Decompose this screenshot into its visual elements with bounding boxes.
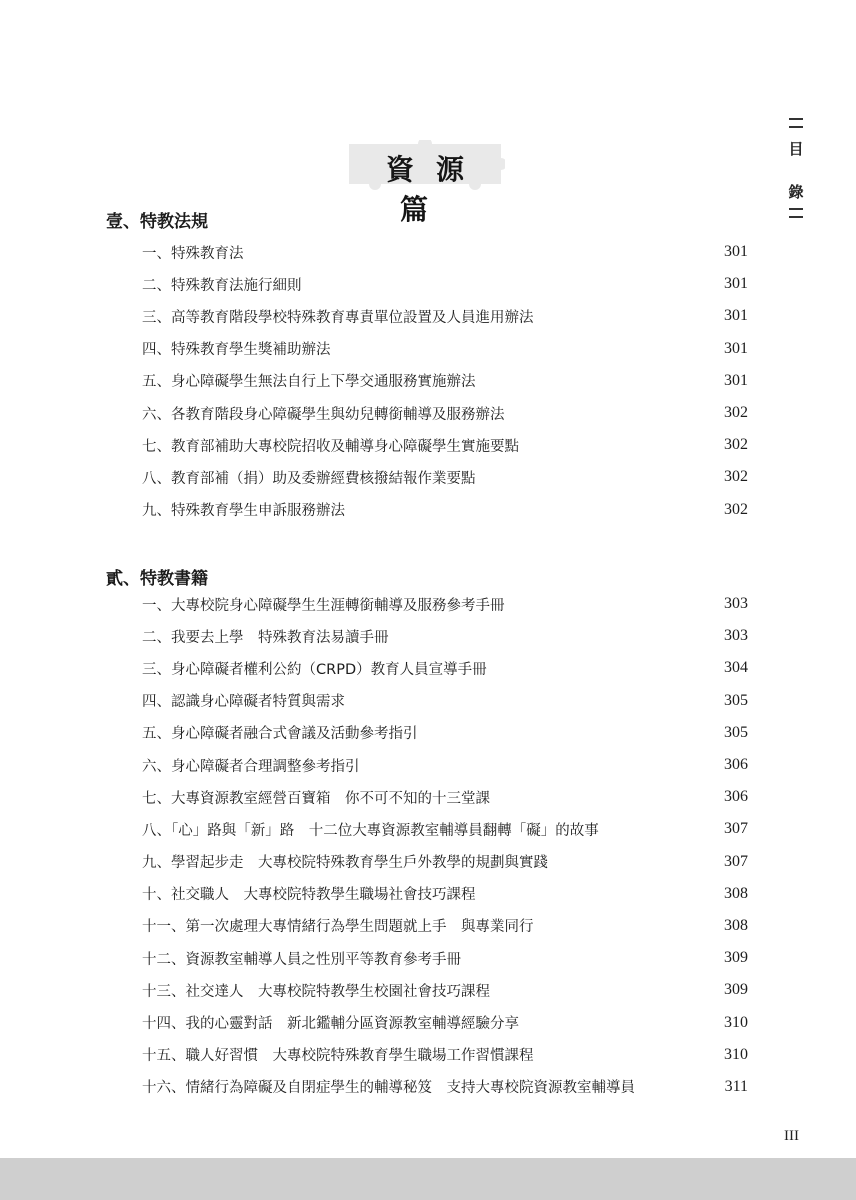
toc-entry-label: 七、大專資源教室經營百寶箱 你不可不知的十三堂課 (142, 790, 490, 807)
toc-entry[interactable] (142, 365, 748, 397)
toc-entry-page: 302 (724, 404, 748, 422)
toc-entry[interactable] (142, 846, 748, 878)
toc-entry[interactable] (142, 1039, 748, 1071)
toc-entry[interactable] (142, 974, 748, 1006)
toc-entry[interactable] (142, 942, 748, 974)
toc-entry[interactable] (142, 333, 748, 365)
toc-entry[interactable] (142, 236, 748, 268)
section-heading-regulations: 壹、特教法規 (106, 212, 208, 232)
toc-entry-page: 305 (724, 691, 748, 709)
toc-entry-page: 309 (724, 981, 748, 999)
toc-entry[interactable] (142, 652, 748, 684)
toc-entry[interactable] (142, 461, 748, 493)
toc-entry-label: 七、教育部補助大專校院招收及輔導身心障礙學生實施要點 (142, 438, 519, 455)
toc-entry-label: 八、教育部補（捐）助及委辦經費核撥結報作業要點 (142, 470, 476, 487)
toc-entry-label: 十五、職人好習慣 大專校院特殊教育學生職場工作習慣課程 (142, 1048, 534, 1065)
toc-entry[interactable] (142, 813, 748, 845)
toc-entry-page: 310 (724, 1013, 748, 1031)
toc-entry-page: 303 (724, 595, 748, 613)
toc-entry[interactable] (142, 300, 748, 332)
toc-entry-page: 311 (724, 1077, 748, 1095)
toc-entry[interactable] (142, 1006, 748, 1038)
toc-entry[interactable] (142, 620, 748, 652)
toc-entry-label: 九、特殊教育學生申訴服務辦法 (142, 503, 345, 520)
toc-entry[interactable] (142, 588, 748, 620)
toc-entry-label: 十一、第一次處理大專情緒行為學生問題就上手 與專業同行 (142, 919, 534, 936)
toc-entry-page: 302 (724, 436, 748, 454)
toc-entry-page: 302 (724, 468, 748, 486)
toc-entry-label: 四、認識身心障礙者特質與需求 (142, 694, 345, 711)
footer-band (0, 1158, 856, 1200)
toc-entry[interactable] (142, 429, 748, 461)
page-number: III (784, 1128, 799, 1144)
section-heading-books: 貳、特教書籍 (106, 569, 208, 589)
toc-entry-label: 五、身心障礙者融合式會議及活動參考指引 (142, 726, 418, 743)
toc-entry-page: 308 (724, 884, 748, 902)
toc-entry-page: 306 (724, 756, 748, 774)
toc-entry-label: 一、大專校院身心障礙學生生涯轉銜輔導及服務參考手冊 (142, 597, 505, 614)
toc-entry-page: 307 (724, 852, 748, 870)
toc-entry[interactable] (142, 910, 748, 942)
toc-entry-label: 十六、情緒行為障礙及自閉症學生的輔導秘笈 支持大專校院資源教室輔導員 (142, 1080, 635, 1097)
toc-entry-label: 十三、社交達人 大專校院特教學生校園社會技巧課程 (142, 983, 490, 1000)
toc-entry[interactable] (142, 781, 748, 813)
toc-entry-page: 301 (724, 307, 748, 325)
toc-entry-page: 305 (724, 723, 748, 741)
toc-entry[interactable] (142, 685, 748, 717)
toc-entry[interactable] (142, 1071, 748, 1103)
toc-entry-page: 302 (724, 500, 748, 518)
toc-entry-label: 十、社交職人 大專校院特教學生職場社會技巧課程 (142, 887, 476, 904)
side-label-contents (784, 118, 808, 218)
toc-entry-page: 304 (724, 659, 748, 677)
toc-list-books (142, 588, 748, 1103)
toc-list-regulations (142, 236, 748, 526)
toc-entry-page: 301 (724, 243, 748, 261)
toc-entry-label: 五、身心障礙學生無法自行上下學交通服務實施辦法 (142, 374, 476, 391)
toc-entry-label: 六、身心障礙者合理調整參考指引 (142, 758, 360, 775)
toc-entry[interactable] (142, 397, 748, 429)
toc-entry-label: 六、各教育階段身心障礙學生與幼兒轉銜輔導及服務辦法 (142, 406, 505, 423)
toc-entry-page: 308 (724, 916, 748, 934)
toc-entry-page: 303 (724, 627, 748, 645)
toc-entry-page: 306 (724, 788, 748, 806)
toc-entry-page: 307 (724, 820, 748, 838)
toc-entry-page: 301 (724, 275, 748, 293)
side-label-char: 錄 (788, 183, 804, 201)
page-title (345, 140, 505, 226)
toc-entry-label: 十二、資源教室輔導人員之性別平等教育參考手冊 (142, 951, 461, 968)
side-label-char: 目 (788, 140, 804, 158)
toc-entry-label: 十四、我的心靈對話 新北鑑輔分區資源教室輔導經驗分享 (142, 1016, 519, 1033)
toc-entry-page: 309 (724, 949, 748, 967)
side-label-bar-top (789, 118, 803, 128)
toc-entry-page: 301 (724, 339, 748, 357)
toc-entry[interactable] (142, 717, 748, 749)
toc-entry[interactable] (142, 494, 748, 526)
side-label-bar-bottom (789, 208, 803, 218)
toc-entry-label: 三、高等教育階段學校特殊教育專責單位設置及人員進用辦法 (142, 309, 534, 326)
toc-entry-label: 四、特殊教育學生獎補助辦法 (142, 342, 331, 359)
toc-entry-page: 301 (724, 371, 748, 389)
toc-entry-label: 二、我要去上學 特殊教育法易讀手冊 (142, 629, 389, 646)
toc-entry-label: 一、特殊教育法 (142, 245, 244, 262)
toc-entry-label: 九、學習起步走 大專校院特殊教育學生戶外教學的規劃與實踐 (142, 855, 548, 872)
toc-entry[interactable] (142, 268, 748, 300)
page-title-text: 資源篇 (385, 153, 486, 226)
toc-entry[interactable] (142, 878, 748, 910)
toc-entry-label: 三、身心障礙者權利公約（CRPD）教育人員宣導手冊 (142, 661, 487, 678)
toc-entry-label: 八、「心」路與「新」路 十二位大專資源教室輔導員翻轉「礙」的故事 (142, 822, 599, 839)
toc-entry-label: 二、特殊教育法施行細則 (142, 277, 302, 294)
toc-entry-page: 310 (724, 1045, 748, 1063)
toc-entry[interactable] (142, 749, 748, 781)
